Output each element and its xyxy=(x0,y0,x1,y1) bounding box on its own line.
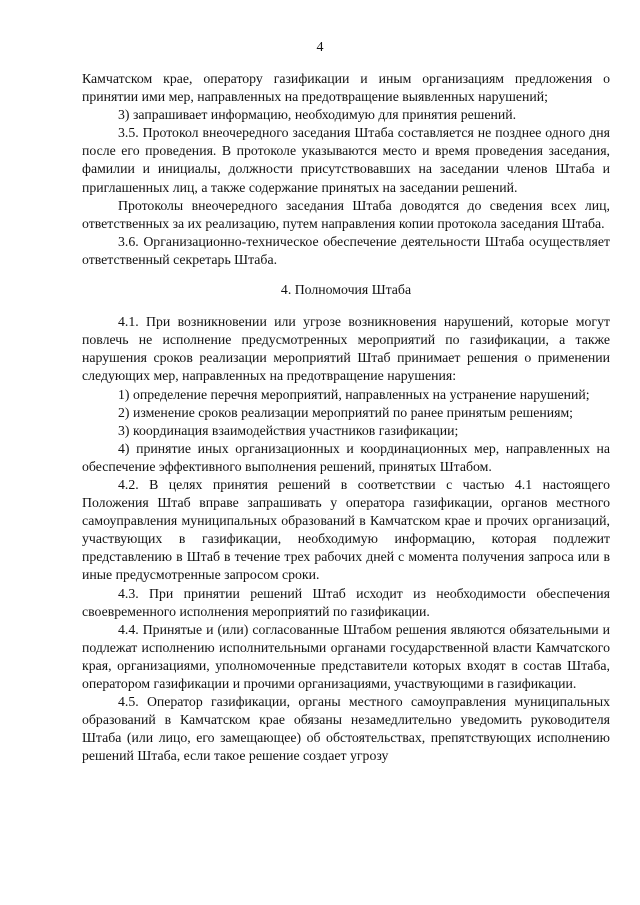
paragraph: Камчатском крае, оператору газификации и иным организациям предложения о принятии ими мер, направленных на предотвращение выявленных нарушений; xyxy=(82,71,610,105)
paragraph: 4.3. При принятии решений Штаб исходит из необходимости обеспечения своевременного исполнения мероприятий по газификации. xyxy=(82,585,610,619)
list-item: 1) определение перечня мероприятий, направленных на устранение нарушений; xyxy=(118,386,590,402)
paragraph: 4.2. В целях принятия решений в соответствии с частью 4.1 настоящего Положения Штаб вправе запрашивать у оператора газификации, органов местного самоуправления муниципальных образований в Камчатском крае и прочих организаций, участвующих в газификации, необходимую информацию, которая подлежит представлению в Штаб в течение трех рабочих дней с момента получения запроса или в иные предусмотренные запросом сроки. xyxy=(82,476,610,583)
list-item: 2) изменение сроков реализации мероприятий по ранее принятым решениям; xyxy=(118,404,574,420)
list-item: 3) координация взаимодействия участников газификации; xyxy=(118,422,459,438)
paragraph: Протоколы внеочередного заседания Штаба доводятся до сведения всех лиц, ответственных за их реализацию, путем направления копии протокола заседания Штаба. xyxy=(82,197,610,231)
document-body xyxy=(82,70,610,765)
paragraph: 4.1. При возникновении или угрозе возникновения нарушений, которые могут повлечь не исполнение предусмотренных мероприятий по газификации, а также нарушения сроков реализации мероприятий Штаб принимает решения о применении следующих мер, направленных на предотвращение нарушения: xyxy=(82,314,610,384)
paragraph: 3.5. Протокол внеочередного заседания Штаба составляется не позднее одного дня после его проведения. В протоколе указываются место и время проведения заседания, фамилии и инициалы, должности присутствовавших на заседании членов Штаба и приглашенных лиц, а также содержание принятых на заседании решений. xyxy=(82,125,610,195)
paragraph: 4.4. Принятые и (или) согласованные Штабом решения являются обязательными и подлежат исполнению исполнительными органами государственной власти Камчатского края, организациями, уполномоченные представители которых входят в состав Штаба, оператором газификации и прочими организациями, участвующими в газификации. xyxy=(82,621,610,691)
paragraph: 3.6. Организационно-техническое обеспечение деятельности Штаба осуществляет ответственный секретарь Штаба. xyxy=(82,233,610,267)
section-heading: 4. Полномочия Штаба xyxy=(280,282,412,298)
paragraph: 4.5. Оператор газификации, органы местного самоуправления муниципальных образований в Камчатском крае обязаны незамедлительно уведомить руководителя Штаба (или лицо, его замещающее) об обстоятельствах, препятствующих исполнению решений Штаба, если такое решение создает угрозу xyxy=(82,694,610,764)
list-item: 4) принятие иных организационных и координационных мер, направленных на обеспечение эффективного выполнения решений, принятых Штабом. xyxy=(82,440,610,474)
page-number: 4 xyxy=(316,40,324,55)
paragraph: 3) запрашивает информацию, необходимую для принятия решений. xyxy=(118,107,517,123)
